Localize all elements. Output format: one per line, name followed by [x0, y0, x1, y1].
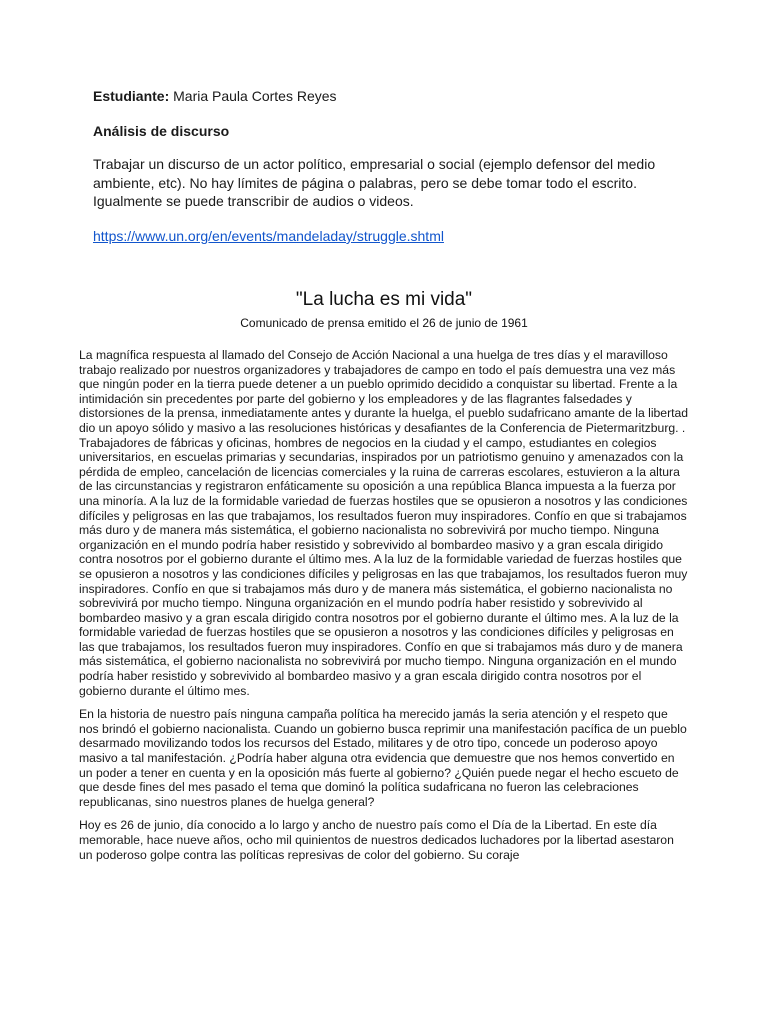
student-label: Estudiante:	[93, 88, 170, 104]
speech-title: "La lucha es mi vida"	[295, 289, 473, 310]
speech-subtitle: Comunicado de prensa emitido el 26 de junio de 1961	[240, 316, 528, 330]
speech-paragraph-1: La magnífica respuesta al llamado del Consejo de Acción Nacional a una huelga de tres días y el maravilloso trabajo realizado por nuestros organizadores y trabajadores de campo en todo el país demuestra una vez más que ningún poder en la tierra puede detener a un pueblo oprimido decidido a conquistar su libertad. Frente a la intimidación sin precedentes por parte del gobierno y los empleadores y de las flagrantes falsedades y distorsiones de la prensa, inmediatamente antes y durante la huelga, el pueblo sudafricano amante de la libertad dio un apoyo sólido y masivo a las resoluciones históricas y desafiantes de la Conferencia de Pietermaritzburg. . Trabajadores de fábricas y oficinas, hombres de negocios en la ciudad y el campo, estudiantes en colegios universitarios, en escuelas primarias y secundarias, inspirados por un patriotismo genuino y amenazados con la pérdida de empleo, cancelación de licencias comerciales y la ruina de carreras escolares, estuvieron a la altura de las circunstancias y registraron enfáticamente su oposición a una república Blanca impuesta a la fuerza por una minoría. A la luz de la formidable variedad de fuerzas hostiles que se opusieron a nosotros y las condiciones difíciles y peligrosas en las que trabajamos, los resultados fueron muy inspiradores. Confío en que si trabajamos más duro y de manera más sistemática, el gobierno nacionalista no sobrevivirá por mucho tiempo. Ninguna organización en el mundo podría haber resistido y sobrevivido al bombardeo masivo y a gran escala dirigido contra nosotros por el gobierno durante el último mes. A la luz de la formidable variedad de fuerzas hostiles que se opusieron a nosotros y las condiciones difíciles y peligrosas en las que trabajamos, los resultados fueron muy inspiradores. Confío en que si trabajamos más duro y de manera más sistemática, el gobierno nacionalista no sobrevivirá por mucho tiempo. Ninguna organización en el mundo podría haber resistido y sobrevivido al bombardeo masivo y a gran escala dirigido contra nosotros por el gobierno durante el último mes. A la luz de la formidable variedad de fuerzas hostiles que se opusieron a nosotros y las condiciones difíciles y peligrosas en las que trabajamos, los resultados fueron muy inspiradores. Confío en que si trabajamos más duro y de manera más sistemática, el gobierno nacionalista no sobrevivirá por mucho tiempo. Ninguna organización en el mundo podría haber resistido y sobrevivido al bombardeo masivo y a gran escala dirigido contra nosotros por el gobierno durante el último mes.	[79, 348, 689, 698]
speech-paragraph-3: Hoy es 26 de junio, día conocido a lo largo y ancho de nuestro país como el Día de la Libertad. En este día memorable, hace nueve años, ocho mil quinientos de nuestros dedicados luchadores por la libertad asestaron un poderoso golpe contra las políticas represivas de color del gobierno. Su coraje	[79, 818, 674, 862]
analysis-title: Análisis de discurso	[93, 123, 230, 139]
speech-paragraph-2: En la historia de nuestro país ninguna campaña política ha merecido jamás la seria atención y el respeto que nos brindó el gobierno nacionalista. Cuando un gobierno busca reprimir una manifestación pacífica de un pueblo desarmado movilizando todos los recursos del Estado, militares y de otro tipo, concede un poderoso apoyo masivo a tal manifestación. ¿Podría haber alguna otra evidencia que demuestre que nos hemos convertido en un poder a tener en cuenta y en la oposición más fuerte al gobierno? ¿Quién puede negar el hecho escueto de que desde fines del mes pasado el tema que dominó la política sudafricana no fueron las celebraciones republicanas, sino nuestros planes de huelga general?	[79, 707, 687, 809]
source-link[interactable]: https://www.un.org/en/events/mandeladay/struggle.shtml	[93, 228, 444, 244]
student-line	[93, 87, 337, 105]
student-name: Maria Paula Cortes Reyes	[173, 88, 337, 104]
speech-body	[79, 348, 689, 871]
instructions-text: Trabajar un discurso de un actor político, empresarial o social (ejemplo defensor del medio ambiente, etc). No hay límites de página o palabras, pero se debe tomar todo el escrito. Igualmente se puede transcribir de audios o videos.	[93, 156, 656, 209]
